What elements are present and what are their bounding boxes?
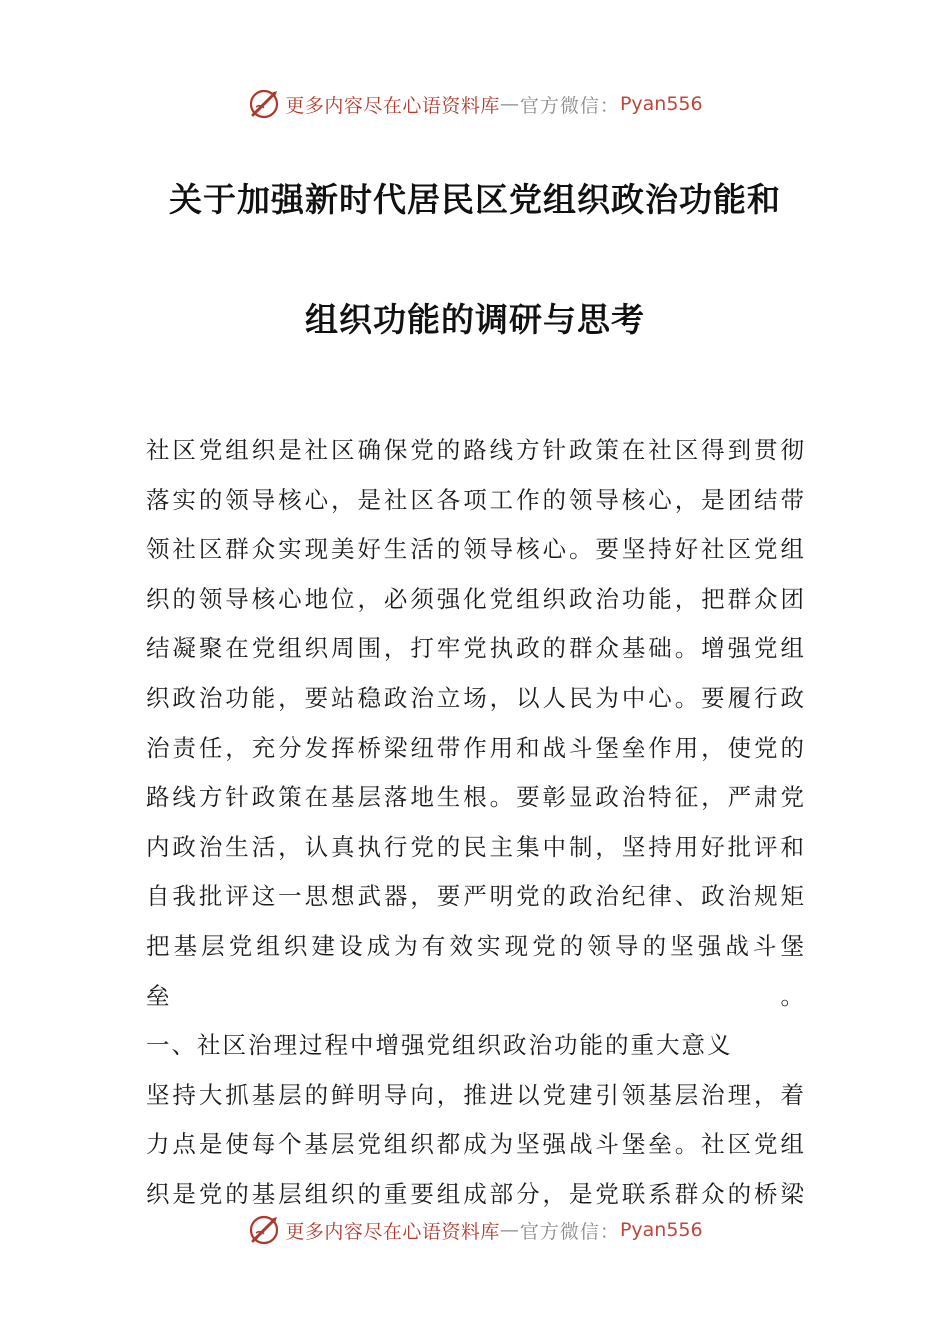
section-line: 坚持大抓基层的鲜明导向，推进以党建引领基层治理，着 (146, 1080, 806, 1109)
header-watermark-banner (0, 84, 950, 124)
section-heading: 一、社区治理过程中增强党组织政治功能的重大意义 (146, 1031, 733, 1060)
body-line: 自我批评这一思想武器，要严明党的政治纪律、政治规矩 (146, 882, 806, 911)
banner-dash: — (499, 1219, 520, 1241)
body-line: 治责任，充分发挥桥梁纽带作用和战斗堡垒作用，使党的 (146, 733, 806, 762)
body-line: 社区党组织是社区确保党的路线方针政策在社区得到贯彻 (146, 436, 806, 464)
banner-wechat-id: Pyan556 (619, 93, 703, 115)
banner-wechat-label: 官方微信： (519, 1220, 620, 1243)
body-line: 结凝聚在党组织周围，打牢党执政的群众基础。增强党组 (146, 634, 806, 663)
body-line: 织政治功能，要站稳政治立场，以人民为中心。要履行政 (146, 683, 806, 712)
pen-logo-icon (247, 87, 281, 121)
section-line: 织是党的基层组织的重要组成部分，是党联系群众的桥梁 (146, 1179, 806, 1208)
footer-watermark-banner (0, 1210, 950, 1250)
pen-logo-icon (247, 1213, 281, 1247)
document-title-line-1: 关于加强新时代居民区党组织政治功能和 (169, 180, 781, 219)
banner-wechat-id: Pyan556 (619, 1219, 703, 1241)
document-body (146, 426, 806, 1220)
body-line: 织的领导核心地位，必须强化党组织政治功能，把群众团 (146, 584, 806, 613)
banner-main-text: 更多内容尽在心语资料库 (285, 94, 500, 117)
document-title-line-2: 组织功能的调研与思考 (305, 300, 645, 339)
body-line: 领社区群众实现美好生活的领导核心。要坚持好社区党组 (146, 535, 806, 564)
body-line: 路线方针政策在基层落地生根。要彰显政治特征，严肃党 (146, 783, 806, 812)
section-line: 力点是使每个基层党组织都成为坚强战斗堡垒。社区党组 (146, 1130, 806, 1159)
banner-dash: — (499, 93, 520, 115)
body-line: 落实的领导核心，是社区各项工作的领导核心，是团结带 (146, 485, 806, 514)
body-line: 内政治生活，认真执行党的民主集中制，坚持用好批评和 (146, 832, 806, 861)
banner-wechat-label: 官方微信： (519, 94, 620, 117)
body-line: 把基层党组织建设成为有效实现党的领导的坚强战斗堡垒。 (146, 931, 806, 1010)
banner-main-text: 更多内容尽在心语资料库 (285, 1220, 500, 1243)
